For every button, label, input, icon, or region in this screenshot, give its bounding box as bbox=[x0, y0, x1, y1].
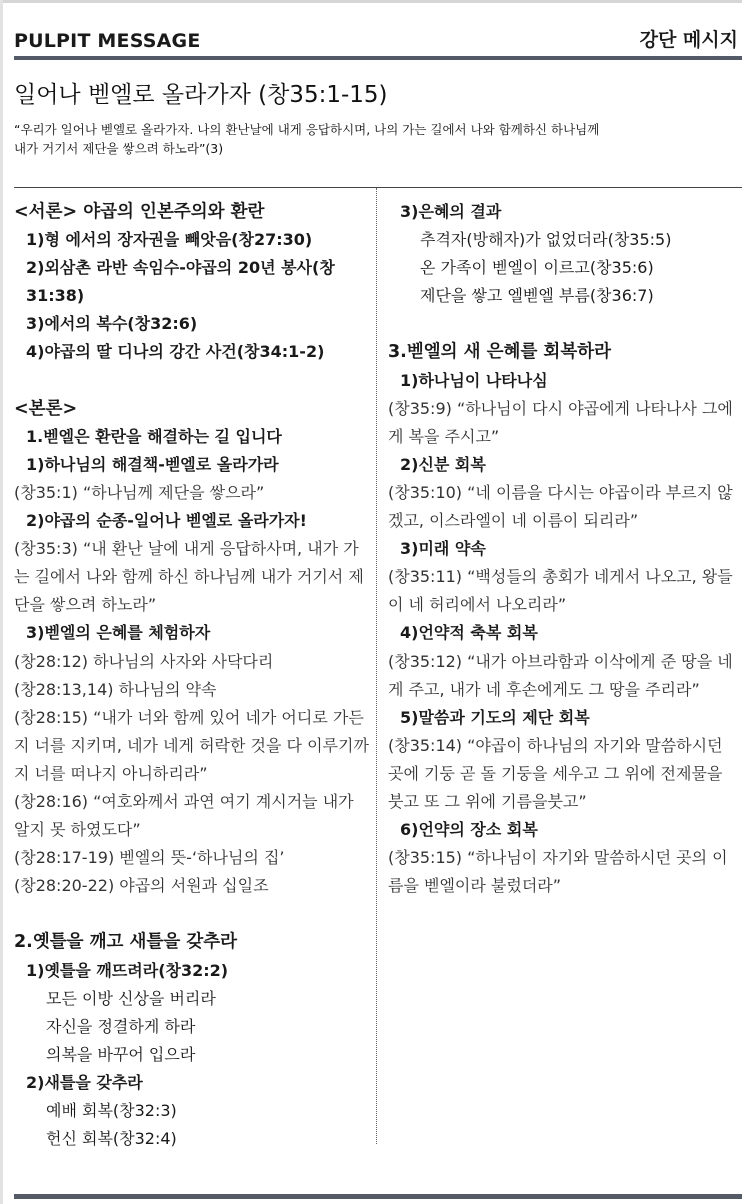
verse-text: (창28:16) “여호와께서 과연 여기 계시거늘 내가 알지 못 하였도다” bbox=[14, 791, 354, 840]
point-3-sub-title: 3)미래 약속 bbox=[400, 539, 486, 559]
sermon-key-verse bbox=[14, 120, 714, 158]
point-2-sub-2-item: 헌신 회복(창32:4) bbox=[46, 1129, 177, 1149]
intro-item: 2)외삼촌 라반 속임수-야곱의 20년 봉사(창31:38) bbox=[26, 258, 335, 306]
verse-text: (창28:15) “내가 너와 함께 있어 네가 어디로 가든지 너를 지키며, 네가 네게 허락한 것을 다 이루기까지 너를 떠나지 아니하리라” bbox=[14, 707, 369, 783]
sermon-title: 일어나 벧엘로 올라가자 (창35:1-15) bbox=[14, 82, 388, 108]
header-section-label-korean: 강단 메시지 bbox=[639, 29, 738, 51]
point-2-heading: 2.옛틀을 깨고 새틀을 갖추라 bbox=[14, 932, 238, 953]
point-1-sub-2: 2)야곱의 순종-일어나 벧엘로 올라가자! bbox=[26, 511, 307, 531]
page-top-border bbox=[0, 0, 742, 3]
page-header bbox=[14, 22, 738, 52]
point-3-sub-title: 5)말씀과 기도의 제단 회복 bbox=[400, 707, 590, 727]
point-1-heading: 1.벧엘은 환란을 해결하는 길 입니다 bbox=[26, 426, 282, 446]
verse-text: (창35:14) “야곱이 하나님의 자기와 말씀하시던 곳에 기둥 곧 돌 기둥을 세우고 그 위에 전제물을 붓고 또 그 위에 기름을붓고” bbox=[388, 735, 723, 811]
body-heading: <본론> bbox=[14, 398, 78, 419]
point-2-sub-1-item: 자신을 정결하게 하라 bbox=[46, 1016, 196, 1036]
point-3-sub-title: 2)신분 회복 bbox=[400, 454, 486, 474]
intro-heading: <서론> 야곱의 인본주의와 환란 bbox=[14, 202, 265, 222]
verse-text: (창28:20-22) 야곱의 서원과 십일조 bbox=[14, 876, 269, 896]
footer-divider bbox=[14, 1194, 742, 1199]
verse-text: (창28:13,14) 하나님의 약속 bbox=[14, 679, 217, 699]
point-2-sub-1-item: 모든 이방 신상을 버리라 bbox=[46, 988, 216, 1008]
point-3-sub-title: 4)언약적 축복 회복 bbox=[400, 623, 538, 643]
point-3-heading: 3.벧엘의 새 은혜를 회복하라 bbox=[388, 342, 612, 363]
point-1-sub-3: 3)벧엘의 은혜를 체험하자 bbox=[26, 623, 211, 643]
verse-text: (창35:1) “하나님께 제단을 쌓으라” bbox=[14, 482, 265, 502]
point-1-sub-1: 1)하나님의 해결책-벧엘로 올라가라 bbox=[26, 454, 279, 474]
key-verse-line-2: 내가 거기서 제단을 쌓으려 하노라”(3) bbox=[14, 141, 224, 156]
right-column bbox=[388, 198, 740, 900]
verse-text: (창35:9) “하나님이 다시 야곱에게 나타나사 그에게 복을 주시고” bbox=[388, 398, 733, 446]
intro-item: 3)에서의 복수(창32:6) bbox=[26, 314, 198, 334]
point-3-sub-title: 1)하나님이 나타나심 bbox=[400, 370, 548, 390]
section-divider bbox=[14, 187, 742, 188]
left-column bbox=[14, 198, 370, 1153]
verse-text: (창35:3) “내 환난 날에 내게 응답하사며, 내가 가는 길에서 나와 함께 하신 하나님께 내가 거기서 제단을 쌓으려 하노라” bbox=[14, 539, 364, 615]
verse-text: (창35:15) “하나님이 자기와 말씀하시던 곳의 이름을 벧엘이라 불렀더라” bbox=[388, 848, 728, 896]
column-divider bbox=[376, 188, 377, 1144]
grace-result-heading: 3)은혜의 결과 bbox=[400, 202, 502, 221]
point-2-sub-1: 1)옛틀을 깨뜨려라(창32:2) bbox=[26, 960, 229, 980]
verse-text: (창28:12) 하나님의 사자와 사닥다리 bbox=[14, 651, 274, 671]
grace-result-item: 제단을 쌓고 엘벧엘 부름(창36:7) bbox=[420, 286, 654, 306]
intro-item: 1)형 에서의 장자권을 빼앗음(창27:30) bbox=[26, 230, 313, 250]
page-left-border bbox=[0, 0, 3, 1204]
verse-text: (창28:17-19) 벧엘의 뜻-‘하나님의 집’ bbox=[14, 848, 285, 868]
key-verse-line-1: “우리가 일어나 벧엘로 올라가자. 나의 환난날에 내게 응답하시며, 나의 가는 길에서 나와 함께하신 하나님께 bbox=[14, 122, 600, 137]
intro-item: 4)야곱의 딸 디나의 강간 사건(창34:1-2) bbox=[26, 342, 325, 362]
point-2-sub-2: 2)새틀을 갖추라 bbox=[26, 1072, 143, 1092]
point-2-sub-2-item: 예배 회복(창32:3) bbox=[46, 1101, 177, 1120]
verse-text: (창35:12) “내가 아브라함과 이삭에게 준 땅을 네게 주고, 내가 네 후손에게도 그 땅을 주리라” bbox=[388, 651, 733, 699]
grace-result-item: 온 가족이 벧엘이 이르고(창35:6) bbox=[420, 258, 654, 278]
verse-text: (창35:10) “네 이름을 다시는 야곱이라 부르지 않겠고, 이스라엘이 네 이름이 되리라” bbox=[388, 482, 733, 531]
verse-text: (창35:11) “백성들의 총회가 네게서 나오고, 왕들이 네 허리에서 나오리라” bbox=[388, 567, 733, 615]
header-section-label: PULPIT MESSAGE bbox=[14, 30, 201, 52]
header-divider bbox=[14, 56, 742, 60]
grace-result-item: 추격자(방해자)가 없었더라(창35:5) bbox=[420, 230, 672, 250]
point-3-sub-title: 6)언약의 장소 회복 bbox=[400, 820, 538, 840]
point-2-sub-1-item: 의복을 바꾸어 입으라 bbox=[46, 1044, 196, 1064]
